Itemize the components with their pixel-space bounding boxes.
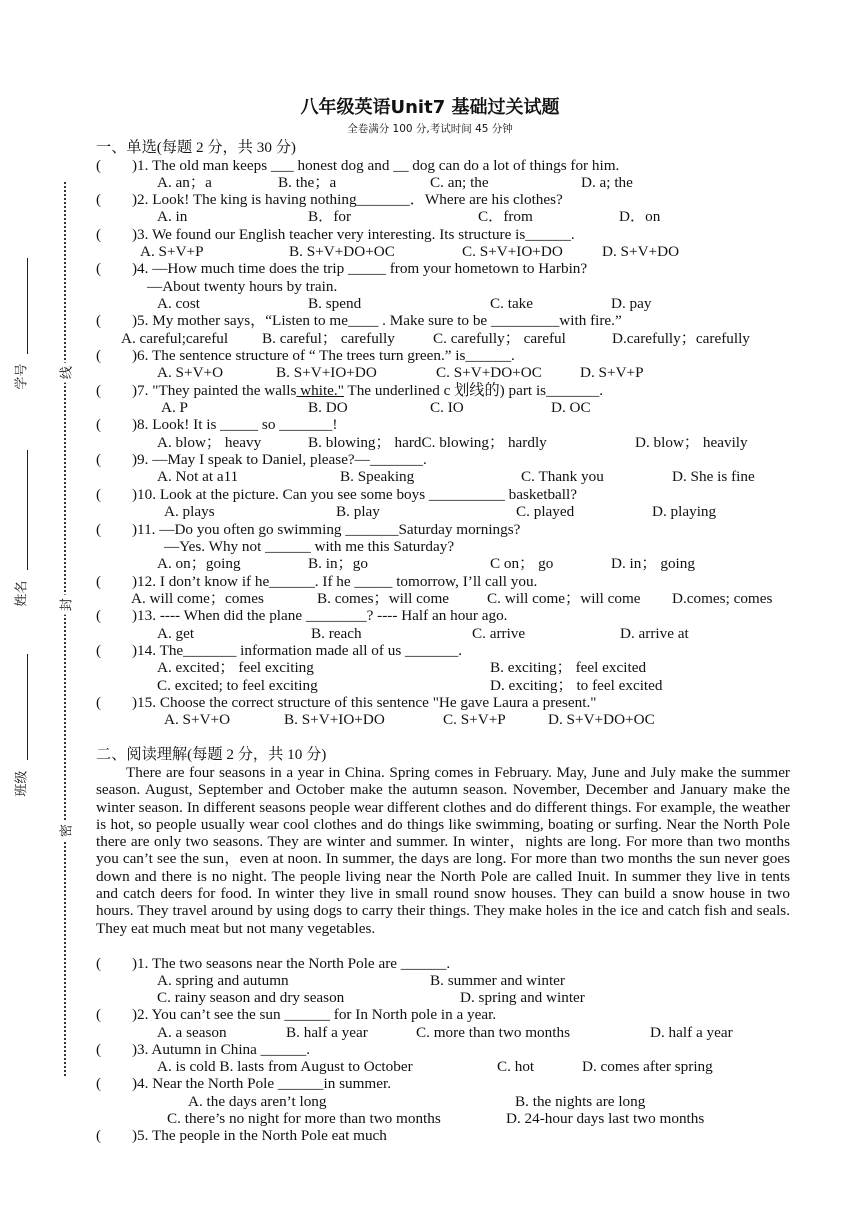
option-c: C. S+V+IO+DO	[462, 243, 563, 260]
option-d: D. She is fine	[672, 468, 755, 485]
student-id-line	[27, 258, 28, 354]
question-stem: )3. Autumn in China ______.	[132, 1041, 311, 1058]
option-b: B. DO	[308, 399, 348, 416]
option-d: D. blow； heavily	[635, 434, 748, 451]
question: ( )10. Look at the picture. Can you see some boys __________ basketball?	[96, 486, 577, 503]
option-d: D. spring and winter	[460, 989, 585, 1006]
question-stem: )3. We found our English teacher very interesting. Its structure is______.	[132, 226, 575, 243]
question-stem: )14. The_______ information made all of us _______.	[132, 642, 462, 659]
option-b: B. half a year	[286, 1024, 368, 1041]
section1-heading: 一、单选(每题 2 分，共 30 分)	[96, 139, 296, 156]
option-c: C. S+V+P	[443, 711, 506, 728]
question: ( )7. "They painted the walls white." The underlined c 划线的) part is_______.	[96, 382, 604, 399]
page-title: 八年级英语Unit7 基础过关试题	[300, 97, 560, 118]
question-stem: )5. The people in the North Pole eat much	[132, 1127, 387, 1144]
option-c: C. arrive	[472, 625, 526, 642]
option-d: D. exciting； to feel excited	[490, 677, 663, 694]
question-stem: )4. Near the North Pole ______in summer.	[132, 1075, 391, 1092]
question: ( )9. —May I speak to Daniel, please?—_______.	[96, 451, 427, 468]
question: ( )6. The sentence structure of “ The trees turn green.” is______.	[96, 347, 515, 364]
name-line	[27, 450, 28, 570]
bind-secret-char: 密	[58, 821, 75, 841]
option-a: A. the days aren’t long	[188, 1093, 327, 1110]
student-id-label: 学号	[14, 363, 30, 390]
question-stem: )1. The old man keeps ___ honest dog and __ dog can do a lot of things for him.	[132, 157, 620, 174]
page-subtitle: 全卷满分 100 分,考试时间 45 分钟	[347, 123, 513, 135]
option-d: D. S+V+DO	[602, 243, 680, 260]
question: ( )12. I don’t know if he______. If he _____ tomorrow, I’ll call you.	[96, 573, 538, 590]
option-a: A. will come；comes	[131, 590, 264, 607]
option-b: B. careful； carefully	[262, 330, 395, 347]
option-a: A. get	[157, 625, 195, 642]
reading-passage: There are four seasons in a year in China. Spring comes in February. May, June and July make the summer season. August, September and October make the autumn season. November, December and January make the winter season. In different seasons people wear different clothes and do different things. For example, the weather is hot, so people usually wear cool clothes and do things like swimming, boating or surfing. Near the North Pole there are only two seasons. They are winter and summer. In winter，nights are long. For more than two months you can’t see the sun，even at noon. In summer, the days are long. For more than two months the sun never goes down and there is no night. The people living near the North Pole are called Inuit. In summer they live in tents and catch deers for food. In winter they live in small round snow houses. They can build a snow house in two hours. They travel around by using dogs to carry their things. They make holes in the ice and catch fish and seals. They eat much meat but not many vegetables.	[96, 764, 790, 937]
question: ( )3. Autumn in China ______.	[96, 1041, 311, 1058]
option-a: A. an；a	[157, 174, 212, 191]
option-c: C. take	[490, 295, 534, 312]
option-d: D. a; the	[581, 174, 633, 191]
option-b: B. summer and winter	[430, 972, 565, 989]
question: ( )5. The people in the North Pole eat much	[96, 1127, 387, 1144]
option-c: C. more than two months	[416, 1024, 570, 1041]
question-stem: )6. The sentence structure of “ The trees turn green.” is______.	[132, 347, 515, 364]
question-stem: )15. Choose the correct structure of this sentence "He gave Laura a present."	[132, 694, 597, 711]
option-d: D. pay	[611, 295, 652, 312]
option-a: A. plays	[164, 503, 215, 520]
name-label: 姓名	[14, 580, 30, 607]
option-c: C．from	[478, 208, 533, 225]
option-a: A. cost	[157, 295, 201, 312]
question-stem: )13. ---- When did the plane ________? ---- Half an hour ago.	[132, 607, 508, 624]
option-c: C. played	[516, 503, 575, 520]
option-b: B. the nights are long	[515, 1093, 646, 1110]
question-stem: )8. Look! It is _____ so _______!	[132, 416, 338, 433]
question: ( )11. —Do you often go swimming _______Saturday mornings?	[96, 521, 521, 538]
question: ( )3. We found our English teacher very interesting. Its structure is______.	[96, 226, 575, 243]
option-a: A. S+V+O	[164, 711, 231, 728]
option-c: C. excited; to feel exciting	[157, 677, 318, 694]
class-label: 班级	[14, 770, 30, 797]
binding-dotted-line	[64, 182, 66, 1076]
question-stem: )11. —Do you often go swimming _______Saturday mornings?	[132, 521, 521, 538]
option-a: A. P	[161, 399, 189, 416]
option-d: D．on	[619, 208, 661, 225]
option-b: B. play	[336, 503, 380, 520]
option-d: D. comes after spring	[582, 1058, 713, 1075]
option-d: D. half a year	[650, 1024, 733, 1041]
question: ( )8. Look! It is _____ so _______!	[96, 416, 338, 433]
option-a: A. in	[157, 208, 188, 225]
option-c: C. Thank you	[521, 468, 604, 485]
option-c: C. an; the	[430, 174, 489, 191]
option-b: B. Speaking	[340, 468, 415, 485]
option-c: C on； go	[490, 555, 554, 572]
question: ( )2. Look! The king is having nothing_______．Where are his clothes?	[96, 191, 563, 208]
option-a: A. on；going	[157, 555, 241, 572]
question-stem: )5. My mother says，“Listen to me____ . Make sure to be _________with fire.”	[132, 312, 622, 329]
option-c: C. rainy season and dry season	[157, 989, 345, 1006]
question: ( )14. The_______ information made all of us _______.	[96, 642, 462, 659]
question: ( )2. You can’t see the sun ______ for In North pole in a year.	[96, 1006, 497, 1023]
question-stem: )2. You can’t see the sun ______ for In North pole in a year.	[132, 1006, 497, 1023]
option-b: B．for	[308, 208, 352, 225]
question: ( )15. Choose the correct structure of this sentence "He gave Laura a present."	[96, 694, 597, 711]
question-line2: —About twenty hours by train.	[147, 278, 338, 295]
option-d: D. arrive at	[620, 625, 689, 642]
option-b: B. S+V+DO+OC	[289, 243, 395, 260]
option-a: A. Not at a11	[157, 468, 239, 485]
option-d: D. playing	[652, 503, 717, 520]
option-b: B. in；go	[308, 555, 368, 572]
option-b: B. blowing； hardC. blowing； hardly	[308, 434, 547, 451]
option-d: D. S+V+P	[580, 364, 644, 381]
option-c: C. there’s no night for more than two months	[167, 1110, 441, 1127]
option-d: D. in； going	[611, 555, 695, 572]
question: ( )1. The old man keeps ___ honest dog and __ dog can do a lot of things for him.	[96, 157, 620, 174]
question-stem: )2. Look! The king is having nothing_______．Where are his clothes?	[132, 191, 563, 208]
option-a: A. a season	[157, 1024, 227, 1041]
option-c: C. S+V+DO+OC	[436, 364, 542, 381]
option-a: A. S+V+O	[157, 364, 224, 381]
question-stem: )10. Look at the picture. Can you see some boys __________ basketball?	[132, 486, 577, 503]
question-stem: )1. The two seasons near the North Pole are ______.	[132, 955, 451, 972]
option-b: B. comes；will come	[317, 590, 450, 607]
option-b: B. S+V+IO+DO	[284, 711, 385, 728]
option-b: B. the；a	[278, 174, 337, 191]
option-a: A. careful;careful	[121, 330, 229, 347]
bind-line-char: 线	[58, 363, 75, 383]
option-d: D.comes; comes	[672, 590, 773, 607]
question-stem: )9. —May I speak to Daniel, please?—_______.	[132, 451, 427, 468]
option-d: D. OC	[551, 399, 591, 416]
option-a: A. blow； heavy	[157, 434, 262, 451]
question-stem: )4. —How much time does the trip _____ from your hometown to Harbin?	[132, 260, 588, 277]
option-b: B. reach	[311, 625, 362, 642]
option-b: B. S+V+IO+DO	[276, 364, 377, 381]
bind-seal-char: 封	[58, 595, 75, 615]
question: ( )4. Near the North Pole ______in summer.	[96, 1075, 391, 1092]
class-line	[27, 654, 28, 760]
option-b: B. exciting； feel excited	[490, 659, 647, 676]
question-line2: —Yes. Why not ______ with me this Saturday?	[164, 538, 455, 555]
question: ( )5. My mother says，“Listen to me____ . Make sure to be _________with fire.”	[96, 312, 622, 329]
question: ( )1. The two seasons near the North Pole are ______.	[96, 955, 451, 972]
option-c: C. will come；will come	[487, 590, 641, 607]
option-c: C. IO	[430, 399, 464, 416]
option-c: C. hot	[497, 1058, 535, 1075]
question-stem: )12. I don’t know if he______. If he _____ tomorrow, I’ll call you.	[132, 573, 538, 590]
option-b: B. spend	[308, 295, 362, 312]
option-d: D. S+V+DO+OC	[548, 711, 655, 728]
question-stem: )7. "They painted the walls	[132, 382, 297, 399]
question: ( )4. —How much time does the trip _____ from your hometown to Harbin?	[96, 260, 588, 277]
option-d: D.carefully；carefully	[612, 330, 750, 347]
option-a: A. spring and autumn	[157, 972, 289, 989]
option-a: A. excited； feel exciting	[157, 659, 314, 676]
question: ( )13. ---- When did the plane ________? ---- Half an hour ago.	[96, 607, 508, 624]
option-a: A. S+V+P	[140, 243, 204, 260]
option-ab: A. is cold B. lasts from August to October	[157, 1058, 413, 1075]
underlined-part: white."	[296, 382, 344, 399]
section2-heading: 二、阅读理解(每题 2 分，共 10 分)	[96, 746, 327, 763]
option-d: D. 24-hour days last two months	[506, 1110, 705, 1127]
option-c: C. carefully； careful	[433, 330, 566, 347]
